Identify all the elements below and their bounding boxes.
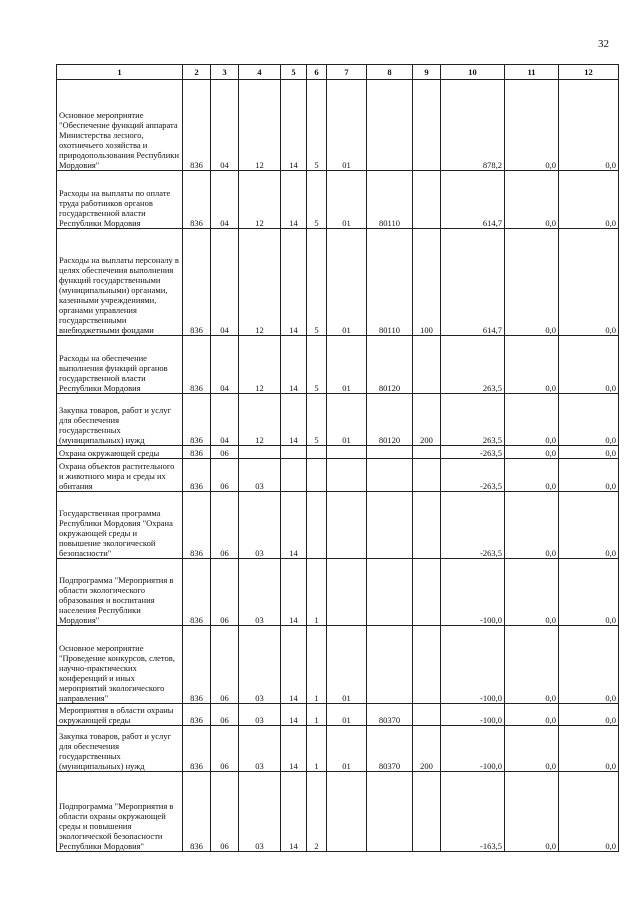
row-cell-12: 0,0 bbox=[559, 336, 619, 394]
table-row bbox=[57, 171, 619, 229]
header-cell: 3 bbox=[211, 65, 239, 80]
row-cell-10: -163,5 bbox=[441, 772, 505, 852]
row-cell-2: 836 bbox=[183, 394, 211, 446]
row-name-cell: Мероприятия в области охраны окружающей среды bbox=[57, 704, 183, 726]
row-cell-7: 01 bbox=[327, 171, 367, 229]
row-cell-12: 0,0 bbox=[559, 726, 619, 772]
row-cell-8 bbox=[367, 459, 413, 492]
table-row bbox=[57, 459, 619, 492]
row-cell-2: 836 bbox=[183, 446, 211, 459]
row-cell-8 bbox=[367, 626, 413, 704]
row-cell-10: -100,0 bbox=[441, 726, 505, 772]
row-cell-2: 836 bbox=[183, 80, 211, 171]
row-cell-6: 5 bbox=[307, 336, 327, 394]
row-cell-7: 01 bbox=[327, 229, 367, 336]
row-cell-3: 04 bbox=[211, 229, 239, 336]
row-cell-4: 03 bbox=[239, 772, 281, 852]
header-cell: 2 bbox=[183, 65, 211, 80]
row-cell-3: 06 bbox=[211, 772, 239, 852]
row-cell-2: 836 bbox=[183, 171, 211, 229]
row-name-cell: Закупка товаров, работ и услуг для обеспечения государственных (муниципальных) нужд bbox=[57, 394, 183, 446]
table-row bbox=[57, 336, 619, 394]
row-cell-4: 12 bbox=[239, 229, 281, 336]
row-cell-9 bbox=[413, 80, 441, 171]
row-cell-3: 04 bbox=[211, 336, 239, 394]
row-cell-7: 01 bbox=[327, 80, 367, 171]
row-cell-11: 0,0 bbox=[505, 171, 559, 229]
row-cell-2: 836 bbox=[183, 492, 211, 559]
header-cell: 8 bbox=[367, 65, 413, 80]
row-cell-10: -100,0 bbox=[441, 626, 505, 704]
row-name-cell: Государственная программа Республики Мордовия "Охрана окружающей среды и повышение экологической безопасности" bbox=[57, 492, 183, 559]
row-cell-9 bbox=[413, 626, 441, 704]
row-cell-10: 614,7 bbox=[441, 229, 505, 336]
row-name-cell: Расходы на выплаты персоналу в целях обеспечения выполнения функций государственными (муниципальными) органами, казенными учреждениями, органами управления государственными внебюджетными фондами bbox=[57, 229, 183, 336]
row-cell-9 bbox=[413, 772, 441, 852]
table-row bbox=[57, 446, 619, 459]
header-cell: 10 bbox=[441, 65, 505, 80]
header-cell: 5 bbox=[281, 65, 307, 80]
row-name-cell: Расходы на выплаты по оплате труда работников органов государственной власти Республики Мордовия bbox=[57, 171, 183, 229]
row-cell-8: 80120 bbox=[367, 394, 413, 446]
row-cell-12: 0,0 bbox=[559, 80, 619, 171]
row-cell-6: 1 bbox=[307, 626, 327, 704]
row-cell-7: 01 bbox=[327, 336, 367, 394]
row-cell-2: 836 bbox=[183, 459, 211, 492]
row-name-cell: Подпрограмма "Мероприятия в области охраны окружающей среды и повышения экологической безопасности Республики Мордовия" bbox=[57, 772, 183, 852]
row-cell-9: 200 bbox=[413, 394, 441, 446]
row-cell-2: 836 bbox=[183, 559, 211, 626]
row-cell-3: 04 bbox=[211, 80, 239, 171]
row-cell-5: 14 bbox=[281, 626, 307, 704]
row-cell-6: 5 bbox=[307, 171, 327, 229]
row-cell-5: 14 bbox=[281, 336, 307, 394]
row-cell-3: 06 bbox=[211, 446, 239, 459]
row-cell-12: 0,0 bbox=[559, 772, 619, 852]
row-cell-8: 80120 bbox=[367, 336, 413, 394]
row-cell-4: 03 bbox=[239, 459, 281, 492]
row-cell-3: 04 bbox=[211, 394, 239, 446]
row-cell-8: 80370 bbox=[367, 704, 413, 726]
table-row bbox=[57, 726, 619, 772]
row-cell-9 bbox=[413, 559, 441, 626]
header-cell: 12 bbox=[559, 65, 619, 80]
header-cell: 9 bbox=[413, 65, 441, 80]
row-cell-7: 01 bbox=[327, 726, 367, 772]
table-row bbox=[57, 80, 619, 171]
table-row bbox=[57, 492, 619, 559]
row-cell-10: -100,0 bbox=[441, 704, 505, 726]
row-name-cell: Охрана объектов растительного и животного мира и среды их обитания bbox=[57, 459, 183, 492]
table-row bbox=[57, 704, 619, 726]
row-cell-8: 80110 bbox=[367, 229, 413, 336]
row-cell-5: 14 bbox=[281, 229, 307, 336]
row-cell-2: 836 bbox=[183, 626, 211, 704]
row-cell-9 bbox=[413, 459, 441, 492]
row-cell-8 bbox=[367, 492, 413, 559]
row-cell-5: 14 bbox=[281, 559, 307, 626]
row-cell-11: 0,0 bbox=[505, 446, 559, 459]
row-cell-6: 5 bbox=[307, 80, 327, 171]
row-cell-4: 12 bbox=[239, 336, 281, 394]
row-cell-11: 0,0 bbox=[505, 559, 559, 626]
row-cell-12: 0,0 bbox=[559, 446, 619, 459]
row-cell-9: 200 bbox=[413, 726, 441, 772]
row-cell-6: 1 bbox=[307, 559, 327, 626]
row-cell-10: -263,5 bbox=[441, 459, 505, 492]
row-name-cell: Подпрограмма "Мероприятия в области экологического образования и воспитания населения Республики Мордовия" bbox=[57, 559, 183, 626]
row-cell-4: 03 bbox=[239, 559, 281, 626]
row-cell-2: 836 bbox=[183, 336, 211, 394]
row-cell-12: 0,0 bbox=[559, 492, 619, 559]
row-cell-3: 06 bbox=[211, 459, 239, 492]
table-row bbox=[57, 626, 619, 704]
row-cell-5: 14 bbox=[281, 726, 307, 772]
row-cell-12: 0,0 bbox=[559, 394, 619, 446]
row-cell-2: 836 bbox=[183, 229, 211, 336]
table-row bbox=[57, 229, 619, 336]
row-cell-4: 12 bbox=[239, 80, 281, 171]
row-cell-6: 1 bbox=[307, 704, 327, 726]
table-row bbox=[57, 772, 619, 852]
row-cell-2: 836 bbox=[183, 726, 211, 772]
row-cell-11: 0,0 bbox=[505, 459, 559, 492]
row-cell-5 bbox=[281, 459, 307, 492]
row-name-cell: Основное мероприятие "Проведение конкурсов, слетов, научно-практических конференций и иных мероприятий экологического направления" bbox=[57, 626, 183, 704]
row-cell-3: 04 bbox=[211, 171, 239, 229]
row-cell-10: 878,2 bbox=[441, 80, 505, 171]
row-cell-4: 03 bbox=[239, 626, 281, 704]
row-cell-9: 100 bbox=[413, 229, 441, 336]
row-cell-10: 263,5 bbox=[441, 394, 505, 446]
row-cell-10: -100,0 bbox=[441, 559, 505, 626]
row-cell-4: 03 bbox=[239, 492, 281, 559]
row-name-cell: Основное мероприятие "Обеспечение функций аппарата Министерства лесного, охотничьего хозяйства и природопользования Республики Мордовия" bbox=[57, 80, 183, 171]
row-cell-12: 0,0 bbox=[559, 171, 619, 229]
row-cell-12: 0,0 bbox=[559, 229, 619, 336]
row-cell-10: -263,5 bbox=[441, 446, 505, 459]
row-cell-6: 1 bbox=[307, 726, 327, 772]
row-cell-11: 0,0 bbox=[505, 229, 559, 336]
row-cell-3: 06 bbox=[211, 626, 239, 704]
row-cell-11: 0,0 bbox=[505, 772, 559, 852]
row-cell-5: 14 bbox=[281, 394, 307, 446]
row-cell-5: 14 bbox=[281, 80, 307, 171]
row-cell-6: 5 bbox=[307, 229, 327, 336]
row-cell-11: 0,0 bbox=[505, 704, 559, 726]
header-row bbox=[57, 65, 619, 80]
row-cell-2: 836 bbox=[183, 704, 211, 726]
row-cell-8 bbox=[367, 446, 413, 459]
row-cell-9 bbox=[413, 336, 441, 394]
row-cell-11: 0,0 bbox=[505, 626, 559, 704]
header-cell: 11 bbox=[505, 65, 559, 80]
row-cell-8: 80370 bbox=[367, 726, 413, 772]
row-cell-5 bbox=[281, 446, 307, 459]
row-cell-3: 06 bbox=[211, 726, 239, 772]
row-cell-4: 03 bbox=[239, 726, 281, 772]
row-cell-4: 03 bbox=[239, 704, 281, 726]
row-cell-11: 0,0 bbox=[505, 336, 559, 394]
row-cell-12: 0,0 bbox=[559, 459, 619, 492]
row-cell-8: 80110 bbox=[367, 171, 413, 229]
row-cell-7 bbox=[327, 492, 367, 559]
row-cell-7 bbox=[327, 559, 367, 626]
row-cell-9 bbox=[413, 704, 441, 726]
header-cell: 7 bbox=[327, 65, 367, 80]
row-name-cell: Закупка товаров, работ и услуг для обеспечения государственных (муниципальных) нужд bbox=[57, 726, 183, 772]
row-cell-11: 0,0 bbox=[505, 80, 559, 171]
header-cell: 1 bbox=[57, 65, 183, 80]
row-cell-10: -263,5 bbox=[441, 492, 505, 559]
row-cell-9 bbox=[413, 171, 441, 229]
row-cell-7: 01 bbox=[327, 704, 367, 726]
row-cell-12: 0,0 bbox=[559, 626, 619, 704]
row-cell-7 bbox=[327, 446, 367, 459]
row-cell-5: 14 bbox=[281, 704, 307, 726]
row-cell-6: 2 bbox=[307, 772, 327, 852]
row-cell-4 bbox=[239, 446, 281, 459]
row-cell-10: 263,5 bbox=[441, 336, 505, 394]
row-cell-3: 06 bbox=[211, 492, 239, 559]
row-cell-9 bbox=[413, 446, 441, 459]
row-cell-5: 14 bbox=[281, 492, 307, 559]
row-cell-12: 0,0 bbox=[559, 559, 619, 626]
table-row bbox=[57, 394, 619, 446]
row-cell-7 bbox=[327, 772, 367, 852]
row-cell-5: 14 bbox=[281, 772, 307, 852]
row-cell-7: 01 bbox=[327, 626, 367, 704]
row-cell-2: 836 bbox=[183, 772, 211, 852]
row-cell-8 bbox=[367, 80, 413, 171]
budget-table bbox=[56, 64, 619, 852]
row-cell-11: 0,0 bbox=[505, 726, 559, 772]
table-row bbox=[57, 559, 619, 626]
row-cell-4: 12 bbox=[239, 394, 281, 446]
row-cell-11: 0,0 bbox=[505, 492, 559, 559]
row-name-cell: Охрана окружающей среды bbox=[57, 446, 183, 459]
header-cell: 6 bbox=[307, 65, 327, 80]
table-body bbox=[57, 80, 619, 852]
row-name-cell: Расходы на обеспечение выполнения функций органов государственной власти Республики Мордовия bbox=[57, 336, 183, 394]
row-cell-7 bbox=[327, 459, 367, 492]
row-cell-4: 12 bbox=[239, 171, 281, 229]
page-number: 32 bbox=[598, 38, 609, 50]
row-cell-6 bbox=[307, 459, 327, 492]
row-cell-8 bbox=[367, 559, 413, 626]
row-cell-11: 0,0 bbox=[505, 394, 559, 446]
row-cell-9 bbox=[413, 492, 441, 559]
row-cell-3: 06 bbox=[211, 704, 239, 726]
row-cell-6: 5 bbox=[307, 394, 327, 446]
row-cell-6 bbox=[307, 492, 327, 559]
header-cell: 4 bbox=[239, 65, 281, 80]
row-cell-12: 0,0 bbox=[559, 704, 619, 726]
row-cell-10: 614,7 bbox=[441, 171, 505, 229]
row-cell-3: 06 bbox=[211, 559, 239, 626]
row-cell-5: 14 bbox=[281, 171, 307, 229]
row-cell-8 bbox=[367, 772, 413, 852]
row-cell-6 bbox=[307, 446, 327, 459]
row-cell-7: 01 bbox=[327, 394, 367, 446]
